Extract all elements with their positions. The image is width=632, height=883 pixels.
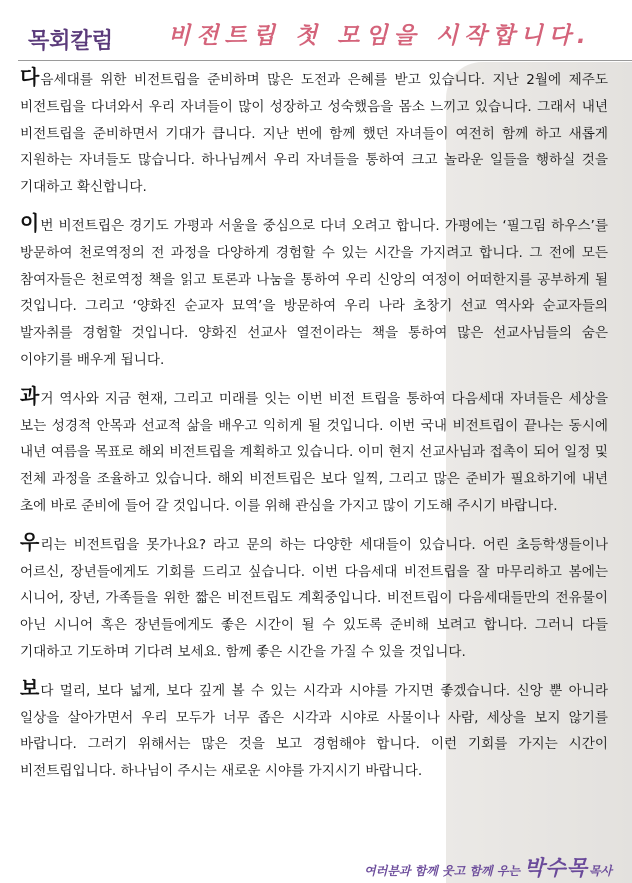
paragraph-initial: 다 [20, 65, 40, 89]
header-divider [18, 60, 632, 61]
paragraph-initial: 우 [20, 529, 40, 554]
column-body [20, 67, 608, 785]
paragraph-text: 거 역사와 지금 현재, 그리고 미래를 잇는 이번 비전 트립을 통하여 다음세대 자녀들은 세상을 보는 성경적 안목과 선교적 삶을 배우고 익히게 될 것입니다. 이번 국내 비전트립이 끝나는 동시에 내년 여름을 목표로 해외 비전트립을 계획하고 있습니다. 이미 현지 선교사님과 접촉이 되어 일정 및 전체 과정을 조율하고 있습니다. 해외 비전트립은 보다 일찍, 그리고 많은 준비가 필요하기에 내년 초에 바로 준비에 들어 갈 것입니다. 이를 위해 관심을 가지고 많이 기도해 주시기 바랍니다. [20, 390, 608, 514]
paragraph-initial: 이 [20, 210, 40, 235]
column-headline: 비전트립 첫 모임을 시작합니다. [168, 23, 592, 49]
paragraph-5 [20, 675, 608, 785]
column-header [0, 0, 632, 62]
paragraph-initial: 보 [20, 675, 40, 700]
author-signature [364, 852, 612, 882]
paragraph-4 [20, 529, 608, 666]
author-title: 목사 [588, 864, 612, 878]
author-name: 박수목 [523, 856, 588, 880]
paragraph-text: 음세대를 위한 비전트립을 준비하며 많은 도전과 은혜를 받고 있습니다. 지난 2월에 제주도 비전트립을 다녀와서 우리 자녀들이 많이 성장하고 성숙했음을 몸소 느끼고 있습니다. 그래서 내년 비전트립을 준비하면서 기대가 큽니다. 지난 번에 함께 했던 자녀들이 여전히 함께 하고 새롭게 지원하는 자녀들도 많습니다. 하나님께서 우리 자녀들을 통하여 크고 놀라운 일들을 행하실 것을 기대하고 확신합니다. [20, 72, 608, 196]
paragraph-initial: 과 [20, 383, 40, 408]
signature-motto: 여러분과 함께 웃고 함께 우는 [364, 864, 520, 878]
paragraph-text: 다 멀리, 보다 넓게, 보다 깊게 볼 수 있는 시각과 시야를 가지면 좋겠습니다. 신앙 뿐 아니라 일상을 살아가면서 우리 모두가 너무 좁은 시각과 시야로 사물이나 사람, 세상을 보지 않기를 바랍니다. 그러기 위해서는 많은 것을 보고 경험해야 합니다. 이런 기회를 가지는 시간이 비전트립입니다. 하나님이 주시는 새로운 시야를 가지시기 바랍니다. [20, 682, 608, 780]
paragraph-1 [20, 67, 608, 201]
paragraph-text: 리는 비전트립을 못가나요? 라고 문의 하는 다양한 세대들이 있습니다. 어린 초등학생들이나 어르신, 장년들에게도 기회를 드리고 싶습니다. 이번 다음세대 비전트립을 잘 마무리하고 봄에는 시니어, 장년, 가족들을 위한 짧은 비전트립도 계획중입니다. 비전트립이 다음세대들만의 전유물이 아닌 시니어 혹은 장년들에게도 좋은 시간이 될 수 있도록 준비해 보려고 합니다. 그러니 다들 기대하고 기도하며 기다려 보세요. 함께 좋은 시간을 가질 수 있을 것입니다. [20, 536, 608, 660]
column-name: 목회칼럼 [28, 29, 114, 54]
paragraph-2 [20, 210, 608, 374]
paragraph-3 [20, 383, 608, 520]
paragraph-text: 번 비전트립은 경기도 가평과 서울을 중심으로 다녀 오려고 합니다. 가평에는 ‘필그림 하우스’를 방문하여 천로역정의 전 과정을 다양하게 경험할 수 있는 시간을 가지려고 합니다. 그 전에 모든 참여자들은 천로역정 책을 읽고 토론과 나눔을 통하여 우리 신앙의 여정이 어떠한지를 공부하게 될 것입니다. 그리고 ‘양화진 순교자 묘역’을 방문하여 우리 나라 초창기 선교 역사와 순교자들의 발자취를 경험할 것입니다. 양화진 선교사 열전이라는 책을 통하여 많은 선교사님들의 숨은 이야기를 배우게 됩니다. [20, 217, 608, 368]
